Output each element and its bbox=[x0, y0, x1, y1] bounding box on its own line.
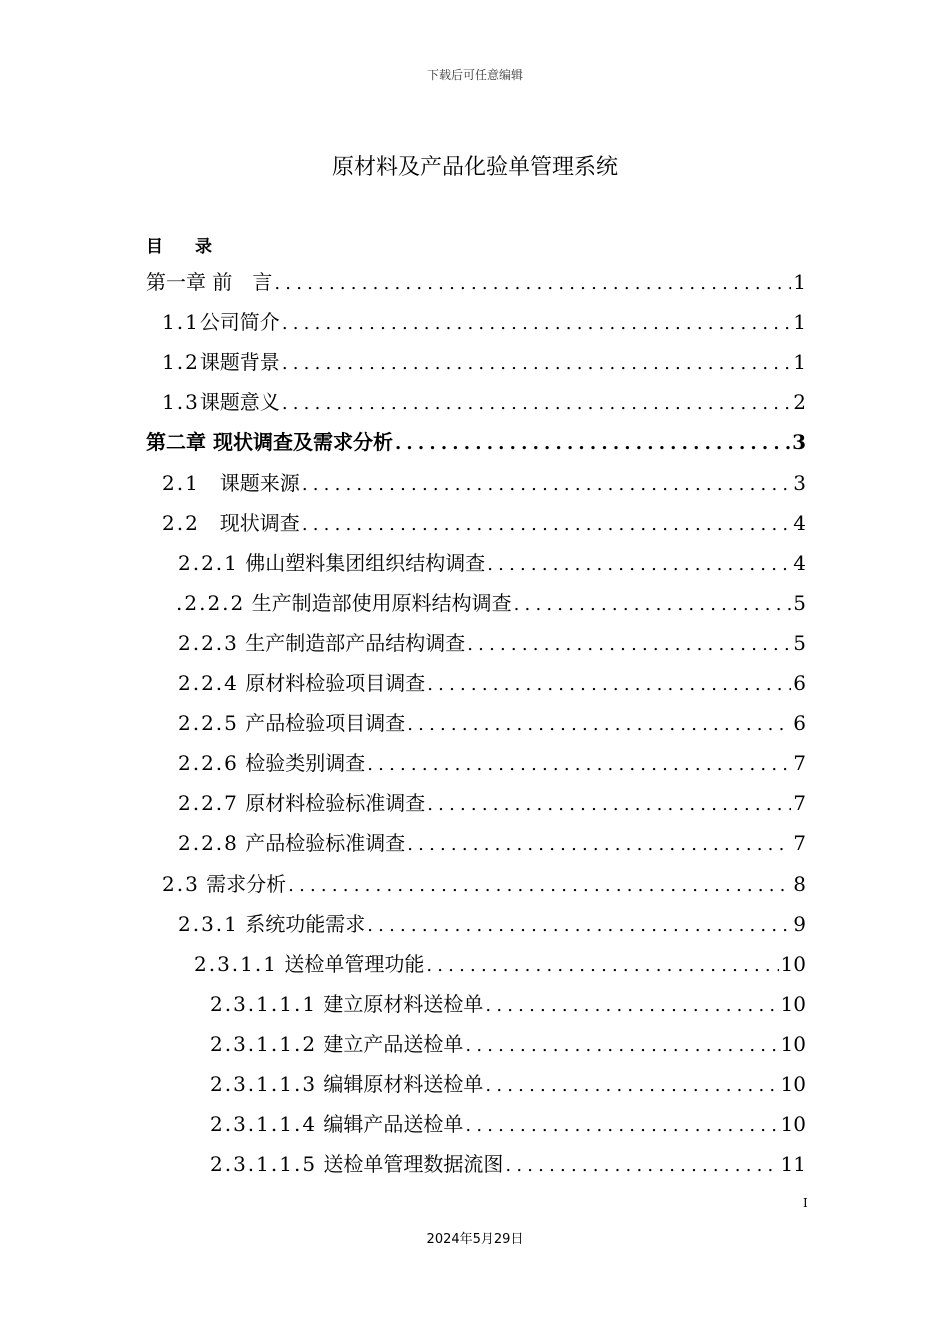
toc-dot-leader bbox=[483, 1066, 778, 1104]
toc-entry-text: 原材料检验项目调查 bbox=[238, 671, 426, 695]
toc-entry-text: 课题来源 bbox=[199, 470, 300, 495]
toc-entry-page: 3 bbox=[793, 470, 806, 495]
toc-entry-text: 原材料检验标准调查 bbox=[238, 791, 426, 816]
toc-entry[interactable] bbox=[194, 944, 806, 984]
toc-dot-leader bbox=[503, 1146, 778, 1184]
toc-entry-number: 2.3.1.1.5 bbox=[210, 1152, 318, 1177]
toc-dot-leader bbox=[463, 1106, 778, 1144]
toc-entry-number: 2.3.1.1.1 bbox=[210, 991, 318, 1016]
toc-entry-number: 2.3 bbox=[162, 871, 200, 896]
toc-entry-number: 2.2.1 bbox=[178, 550, 239, 575]
toc-entry-text: 产品检验项目调查 bbox=[238, 711, 406, 736]
toc-entry-text: 课题意义 bbox=[199, 390, 280, 415]
toc-entry-text: 送检单管理数据流图 bbox=[317, 1152, 504, 1177]
toc-dot-leader bbox=[365, 745, 791, 783]
toc-entry-label bbox=[210, 1064, 483, 1104]
toc-entry-page: 10 bbox=[780, 1072, 806, 1096]
toc-heading-part1: 目 bbox=[146, 237, 165, 257]
toc-dot-leader bbox=[405, 825, 791, 863]
toc-entry-label bbox=[178, 904, 365, 944]
toc-entry-page: 2 bbox=[793, 390, 806, 415]
toc-entry-text: 编辑产品送检单 bbox=[317, 1112, 464, 1137]
toc-entry-label bbox=[178, 663, 425, 703]
toc-entry-page: 7 bbox=[793, 791, 806, 816]
toc-entry-label bbox=[210, 1104, 463, 1144]
toc-entry[interactable] bbox=[178, 663, 806, 703]
page-footer-date: 2024年5月29日 bbox=[426, 1232, 524, 1247]
toc-entry-number: 2.2 bbox=[162, 510, 200, 535]
toc-dot-leader bbox=[300, 505, 791, 543]
toc-entry-page: 11 bbox=[780, 1152, 806, 1177]
toc-entry-label bbox=[178, 703, 405, 743]
toc-entry-number: 1.2 bbox=[162, 350, 200, 375]
toc-entry-text: 佛山塑料集团组织结构调查 bbox=[238, 550, 486, 575]
toc-entry-text: 课题背景 bbox=[199, 350, 280, 375]
toc-entry-page: 6 bbox=[793, 671, 806, 695]
toc-entry-label bbox=[210, 1024, 463, 1064]
toc-dot-leader bbox=[405, 705, 791, 743]
toc-entry-text: 生产制造部使用原料结构调查 bbox=[245, 590, 512, 615]
toc-dot-leader bbox=[393, 424, 790, 462]
toc-entry-label bbox=[178, 543, 485, 583]
toc-dot-leader bbox=[425, 665, 791, 703]
page-header: 下载后可任意编辑 bbox=[426, 68, 523, 82]
toc-entry-text: 产品检验标准调查 bbox=[238, 831, 406, 856]
toc-dot-leader bbox=[286, 866, 791, 904]
toc-entry-page: 7 bbox=[793, 751, 806, 776]
toc-heading bbox=[146, 232, 214, 257]
toc-entry-label bbox=[162, 302, 280, 342]
toc-entry-page: 3 bbox=[792, 430, 806, 455]
toc-entry-number: 2.3.1.1.2 bbox=[210, 1031, 318, 1056]
toc-entry-page: 10 bbox=[780, 951, 806, 976]
toc-entry-number: 1.1 bbox=[162, 310, 200, 335]
toc-entry-text: 检验类别调查 bbox=[238, 751, 366, 776]
toc-entry-page: 10 bbox=[780, 1031, 806, 1056]
toc-entry-page: 10 bbox=[780, 991, 806, 1016]
toc-entry[interactable] bbox=[162, 382, 806, 422]
toc-entry-text: 送检单管理功能 bbox=[277, 951, 425, 976]
toc-entry-label bbox=[178, 823, 405, 863]
document-title: 原材料及产品化验单管理系统 bbox=[331, 155, 618, 180]
toc-dot-leader bbox=[365, 906, 791, 944]
toc-entry[interactable] bbox=[162, 864, 806, 904]
toc-dot-leader bbox=[272, 264, 791, 302]
toc-entry-page: 5 bbox=[793, 590, 806, 615]
toc-entry-label bbox=[162, 342, 280, 382]
toc-entry-number: 2.3.1.1 bbox=[194, 951, 278, 976]
toc-entry-page: 1 bbox=[793, 350, 806, 375]
toc-entry[interactable] bbox=[178, 543, 806, 583]
toc-entry-label bbox=[162, 503, 300, 543]
toc-entry[interactable] bbox=[146, 422, 806, 462]
toc-entry[interactable] bbox=[210, 1144, 806, 1184]
toc-dot-leader bbox=[280, 304, 791, 342]
toc-entry[interactable] bbox=[178, 904, 806, 944]
toc-entry-label bbox=[194, 944, 424, 984]
toc-entry-text: 系统功能需求 bbox=[238, 911, 366, 936]
toc-entry[interactable] bbox=[162, 503, 806, 543]
toc-entry[interactable] bbox=[178, 743, 806, 783]
toc-entry-label bbox=[162, 864, 286, 904]
toc-entry-text: 需求分析 bbox=[199, 871, 287, 896]
toc-dot-leader bbox=[280, 384, 791, 422]
toc-entry-number: 2.2.3 bbox=[178, 630, 239, 655]
toc-entry-label bbox=[162, 382, 280, 422]
toc-entry-page: 1 bbox=[793, 270, 806, 294]
toc-entry-page: 5 bbox=[793, 630, 806, 655]
toc-entry-number: 1.3 bbox=[162, 390, 200, 415]
toc-entry[interactable] bbox=[210, 1104, 806, 1144]
toc-dot-leader bbox=[280, 344, 791, 382]
toc-entry-text: 建立原材料送检单 bbox=[317, 991, 484, 1016]
toc-dot-leader bbox=[424, 946, 778, 984]
toc-entry-label bbox=[210, 984, 483, 1024]
toc-entry[interactable] bbox=[178, 823, 806, 863]
toc-entry[interactable] bbox=[176, 583, 806, 623]
toc-entry-page: 1 bbox=[793, 310, 806, 335]
toc-entry[interactable] bbox=[178, 783, 806, 823]
toc-entry-text: 第一章 前 言 bbox=[146, 270, 273, 294]
toc-dot-leader bbox=[425, 785, 791, 823]
toc-entry[interactable] bbox=[146, 262, 806, 302]
toc-entry[interactable] bbox=[210, 1064, 806, 1104]
toc-entry-text: 建立产品送检单 bbox=[317, 1031, 464, 1056]
toc-entry-number: 2.2.8 bbox=[178, 831, 239, 856]
toc-entry-label bbox=[162, 463, 300, 503]
toc-entry[interactable] bbox=[178, 703, 806, 743]
toc-entry-text: 生产制造部产品结构调查 bbox=[238, 630, 466, 655]
toc-entry[interactable] bbox=[162, 463, 806, 503]
toc-entry-page: 10 bbox=[780, 1112, 806, 1137]
toc-entry-page: 6 bbox=[793, 711, 806, 736]
toc-dot-leader bbox=[485, 545, 791, 583]
toc-entry-number: 2.2.4 bbox=[178, 671, 239, 695]
toc-entry-page: 8 bbox=[793, 871, 806, 896]
toc-entry-number: 2.3.1.1.3 bbox=[210, 1072, 318, 1096]
toc-entry[interactable] bbox=[162, 302, 806, 342]
toc-entry-number: 2.3.1.1.4 bbox=[210, 1112, 318, 1137]
toc-entry-label bbox=[176, 583, 512, 623]
toc-entry-label bbox=[146, 422, 393, 462]
toc-dot-leader bbox=[465, 625, 791, 663]
toc-dot-leader bbox=[463, 1026, 778, 1064]
toc-entry-number: 2.1 bbox=[162, 470, 200, 495]
toc-entry-number: 2.3.1 bbox=[178, 911, 239, 936]
toc-entry-text: 公司简介 bbox=[199, 310, 280, 335]
toc-entry-number: 2.2.5 bbox=[178, 711, 239, 736]
page-number: I bbox=[803, 1196, 808, 1210]
toc-entry[interactable] bbox=[178, 623, 806, 663]
toc-entry[interactable] bbox=[210, 984, 806, 1024]
toc-entry-label bbox=[146, 262, 272, 302]
toc-entry-label bbox=[178, 743, 365, 783]
toc-entry-page: 4 bbox=[793, 550, 806, 575]
toc-entry-label bbox=[210, 1144, 503, 1184]
toc-dot-leader bbox=[300, 465, 791, 503]
toc-entry[interactable] bbox=[210, 1024, 806, 1064]
toc-entry-text: 编辑原材料送检单 bbox=[317, 1072, 484, 1096]
toc-entry-page: 9 bbox=[793, 911, 806, 936]
toc-entry-label bbox=[178, 783, 425, 823]
toc-dot-leader bbox=[512, 585, 792, 623]
toc-entry-text: 现状调查 bbox=[199, 510, 300, 535]
toc-entry-label bbox=[178, 623, 465, 663]
toc-dot-leader bbox=[483, 986, 778, 1024]
toc-entry[interactable] bbox=[162, 342, 806, 382]
toc-entry-page: 7 bbox=[793, 831, 806, 856]
toc-entry-number: 2.2.7 bbox=[178, 791, 239, 816]
toc-entry-text: 第二章 现状调查及需求分析 bbox=[146, 430, 393, 455]
toc-entry-number: .2.2.2 bbox=[176, 590, 246, 615]
toc-heading-part2: 录 bbox=[195, 237, 214, 257]
toc-entry-number: 2.2.6 bbox=[178, 751, 239, 776]
toc-entry-page: 4 bbox=[793, 510, 806, 535]
